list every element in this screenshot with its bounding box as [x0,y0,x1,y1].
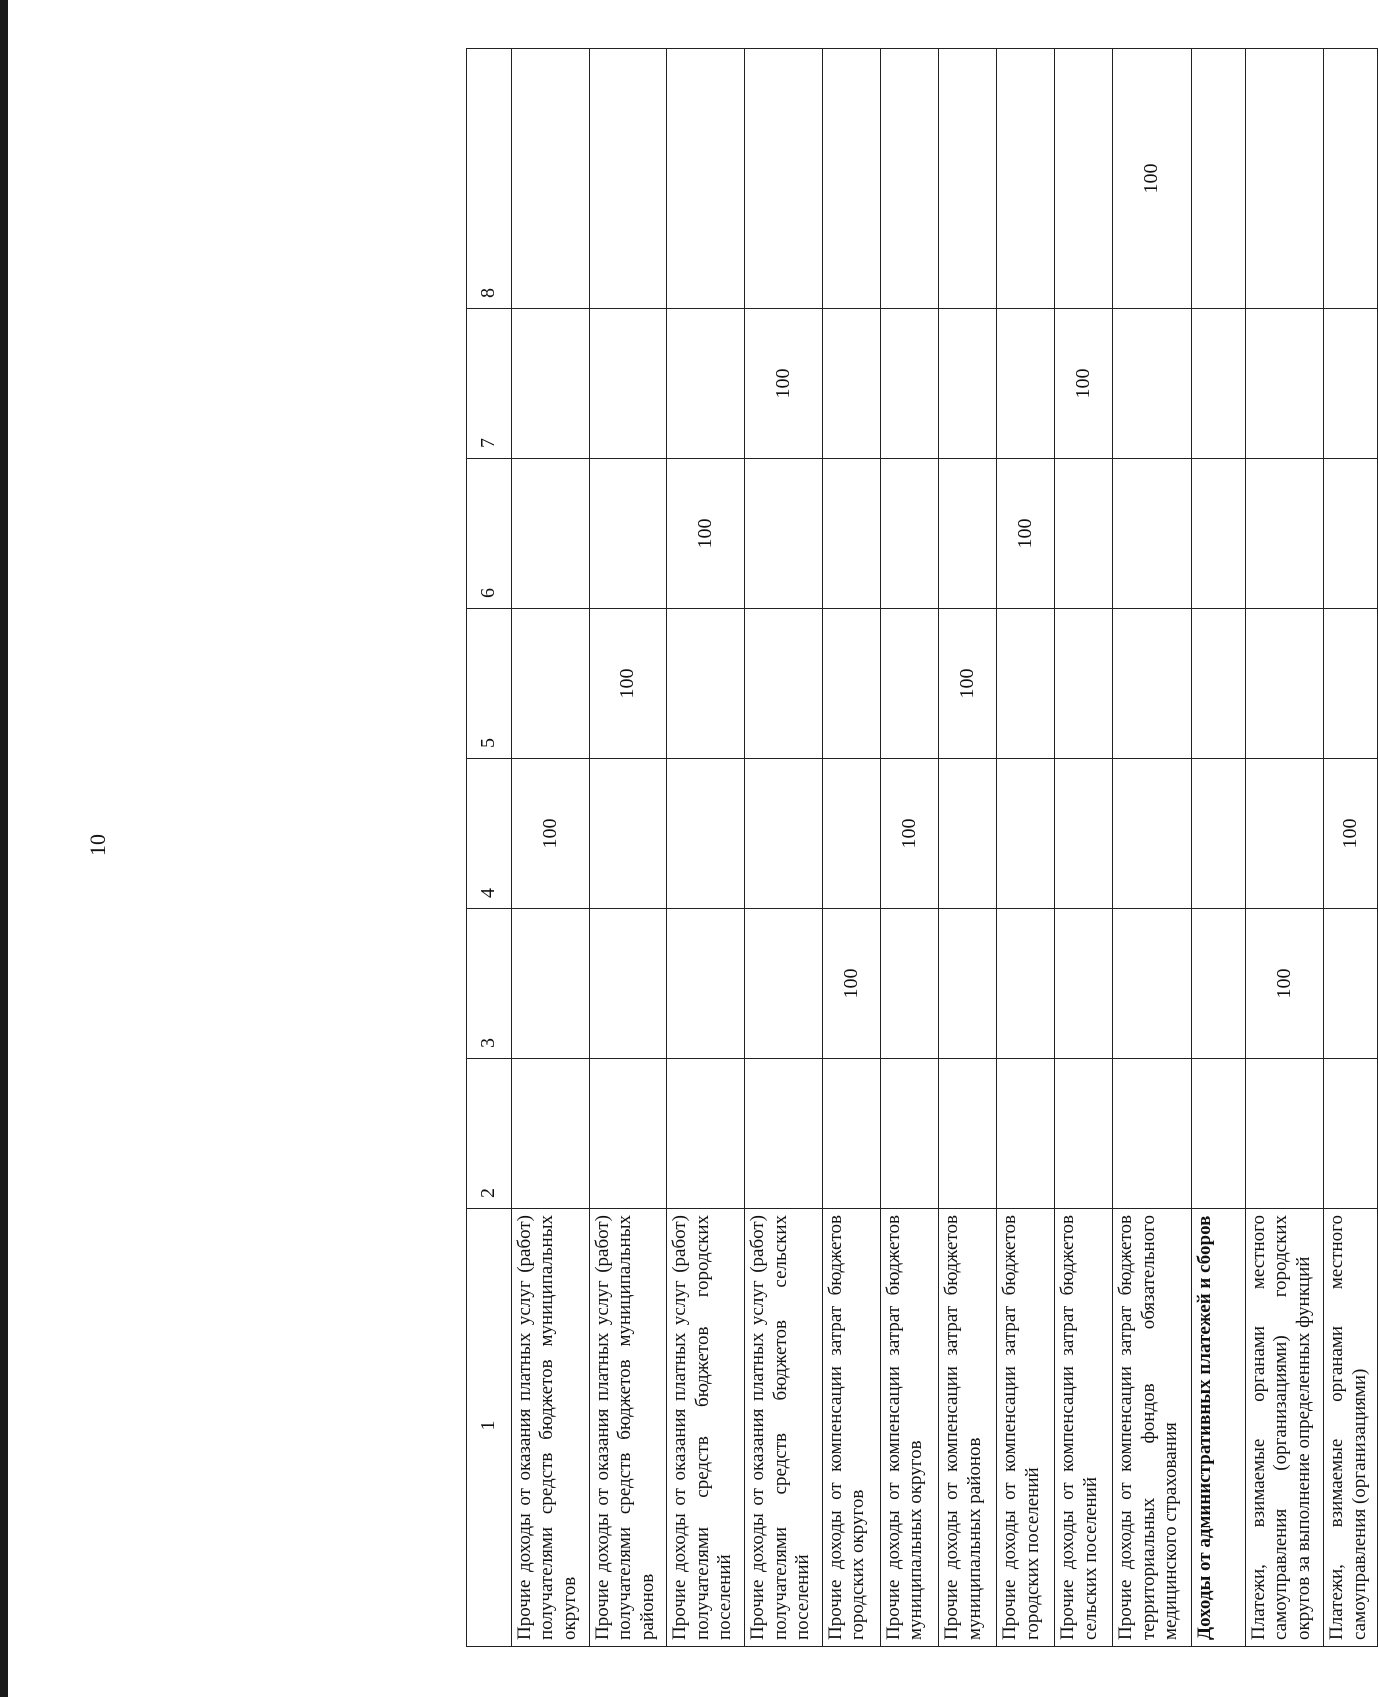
row-value-col-4 [667,759,745,909]
row-value-col-3: 100 [822,909,880,1059]
table-row [1245,49,1324,1647]
table-row [997,49,1055,1647]
column-header: 3 [467,909,512,1059]
row-value-col-4: 100 [512,759,590,909]
row-value-col-4 [589,759,667,909]
row-value-col-3 [1324,909,1378,1059]
column-header: 5 [467,609,512,759]
row-value-col-7 [512,309,590,459]
row-value-col-8 [1324,49,1378,309]
revenue-distribution-table-wrap [466,49,1378,1647]
row-value-col-8 [822,49,880,309]
column-header: 1 [467,1209,512,1647]
row-description: Прочие доходы от компенсации затрат бюджетов территориальных фондов обязательного медицинского страхования [1113,1209,1192,1647]
row-value-col-7: 100 [745,309,823,459]
row-description: Платежи, взимаемые органами местного самоуправления (организациями) [1324,1209,1378,1647]
row-value-col-4 [1245,759,1324,909]
row-value-col-2 [667,1059,745,1209]
row-value-col-2 [1245,1059,1324,1209]
row-value-col-8 [589,49,667,309]
scan-edge [0,0,8,1697]
row-value-col-2 [1113,1059,1192,1209]
row-value-col-4 [745,759,823,909]
table-row [1324,49,1378,1647]
row-value-col-3 [589,909,667,1059]
row-value-col-8 [880,49,938,309]
row-value-col-7 [939,309,997,459]
column-header: 6 [467,459,512,609]
row-value-col-5: 100 [589,609,667,759]
row-value-col-4 [822,759,880,909]
row-value-col-2 [589,1059,667,1209]
row-description: Прочие доходы от компенсации затрат бюджетов городских округов [822,1209,880,1647]
row-value-col-3: 100 [1245,909,1324,1059]
row-value-col-3 [1113,909,1192,1059]
row-value-col-5: 100 [939,609,997,759]
column-header: 2 [467,1059,512,1209]
revenue-distribution-table [466,48,1378,1647]
row-value-col-7 [1324,309,1378,459]
row-description: Прочие доходы от компенсации затрат бюджетов городских поселений [997,1209,1055,1647]
row-value-col-7 [1191,309,1245,459]
row-value-col-5 [512,609,590,759]
row-value-col-2 [997,1059,1055,1209]
row-description: Прочие доходы от оказания платных услуг (работ) получателями средств бюджетов городских поселений [667,1209,745,1647]
row-value-col-5 [667,609,745,759]
row-value-col-6 [1113,459,1192,609]
row-value-col-5 [1055,609,1113,759]
row-value-col-5 [880,609,938,759]
row-value-col-8 [1055,49,1113,309]
row-description: Доходы от административных платежей и сборов [1191,1209,1245,1647]
row-value-col-8 [1191,49,1245,309]
table-row [512,49,590,1647]
row-value-col-5 [1324,609,1378,759]
row-value-col-3 [1191,909,1245,1059]
row-value-col-6 [512,459,590,609]
row-value-col-7 [997,309,1055,459]
row-value-col-3 [880,909,938,1059]
table-row [1191,49,1245,1647]
row-value-col-2 [822,1059,880,1209]
row-value-col-2 [1055,1059,1113,1209]
row-value-col-8 [667,49,745,309]
row-value-col-8 [997,49,1055,309]
row-value-col-5 [1245,609,1324,759]
row-value-col-7 [667,309,745,459]
row-value-col-6 [1245,459,1324,609]
header-row [467,49,512,1647]
row-value-col-8 [939,49,997,309]
row-value-col-6 [1324,459,1378,609]
row-value-col-6 [939,459,997,609]
row-value-col-4 [997,759,1055,909]
row-value-col-5 [1113,609,1192,759]
row-value-col-8 [512,49,590,309]
row-description: Прочие доходы от компенсации затрат бюджетов сельских поселений [1055,1209,1113,1647]
row-description: Прочие доходы от оказания платных услуг (работ) получателями средств бюджетов муниципальных округов [512,1209,590,1647]
row-value-col-7 [880,309,938,459]
column-header: 4 [467,759,512,909]
row-value-col-3 [939,909,997,1059]
row-description: Прочие доходы от компенсации затрат бюджетов муниципальных районов [939,1209,997,1647]
row-value-col-8 [1245,49,1324,309]
row-value-col-7 [1113,309,1192,459]
table-row [1113,49,1192,1647]
column-header: 8 [467,49,512,309]
row-value-col-8: 100 [1113,49,1192,309]
row-value-col-4 [1191,759,1245,909]
row-value-col-3 [745,909,823,1059]
table-row [667,49,745,1647]
row-value-col-4: 100 [1324,759,1378,909]
row-value-col-6 [822,459,880,609]
table-row [745,49,823,1647]
row-description: Прочие доходы от оказания платных услуг (работ) получателями средств бюджетов сельских поселений [745,1209,823,1647]
row-description: Платежи, взимаемые органами местного самоуправления (организациями) городских округов за выполнение определенных функций [1245,1209,1324,1647]
row-value-col-4 [1113,759,1192,909]
row-value-col-2 [1324,1059,1378,1209]
row-value-col-6 [1055,459,1113,609]
row-value-col-7 [822,309,880,459]
row-value-col-2 [880,1059,938,1209]
row-value-col-5 [1191,609,1245,759]
table-body [512,49,1378,1647]
row-value-col-2 [1191,1059,1245,1209]
row-value-col-4 [1055,759,1113,909]
row-value-col-8 [745,49,823,309]
row-value-col-5 [745,609,823,759]
row-value-col-6 [745,459,823,609]
table-row [880,49,938,1647]
row-value-col-3 [997,909,1055,1059]
row-value-col-3 [667,909,745,1059]
table-row [939,49,997,1647]
row-value-col-6: 100 [667,459,745,609]
row-value-col-4 [939,759,997,909]
row-value-col-3 [1055,909,1113,1059]
row-value-col-6 [880,459,938,609]
row-value-col-2 [745,1059,823,1209]
row-description: Прочие доходы от оказания платных услуг (работ) получателями средств бюджетов муниципальных районов [589,1209,667,1647]
column-header: 7 [467,309,512,459]
table-row [589,49,667,1647]
row-value-col-3 [512,909,590,1059]
row-value-col-6 [589,459,667,609]
row-value-col-6: 100 [997,459,1055,609]
row-value-col-5 [997,609,1055,759]
row-description: Прочие доходы от компенсации затрат бюджетов муниципальных округов [880,1209,938,1647]
row-value-col-7: 100 [1055,309,1113,459]
row-value-col-6 [1191,459,1245,609]
page-number: 10 [85,834,110,856]
table-row [1055,49,1113,1647]
row-value-col-4: 100 [880,759,938,909]
row-value-col-2 [512,1059,590,1209]
row-value-col-7 [589,309,667,459]
row-value-col-7 [1245,309,1324,459]
row-value-col-5 [822,609,880,759]
table-row [822,49,880,1647]
row-value-col-2 [939,1059,997,1209]
